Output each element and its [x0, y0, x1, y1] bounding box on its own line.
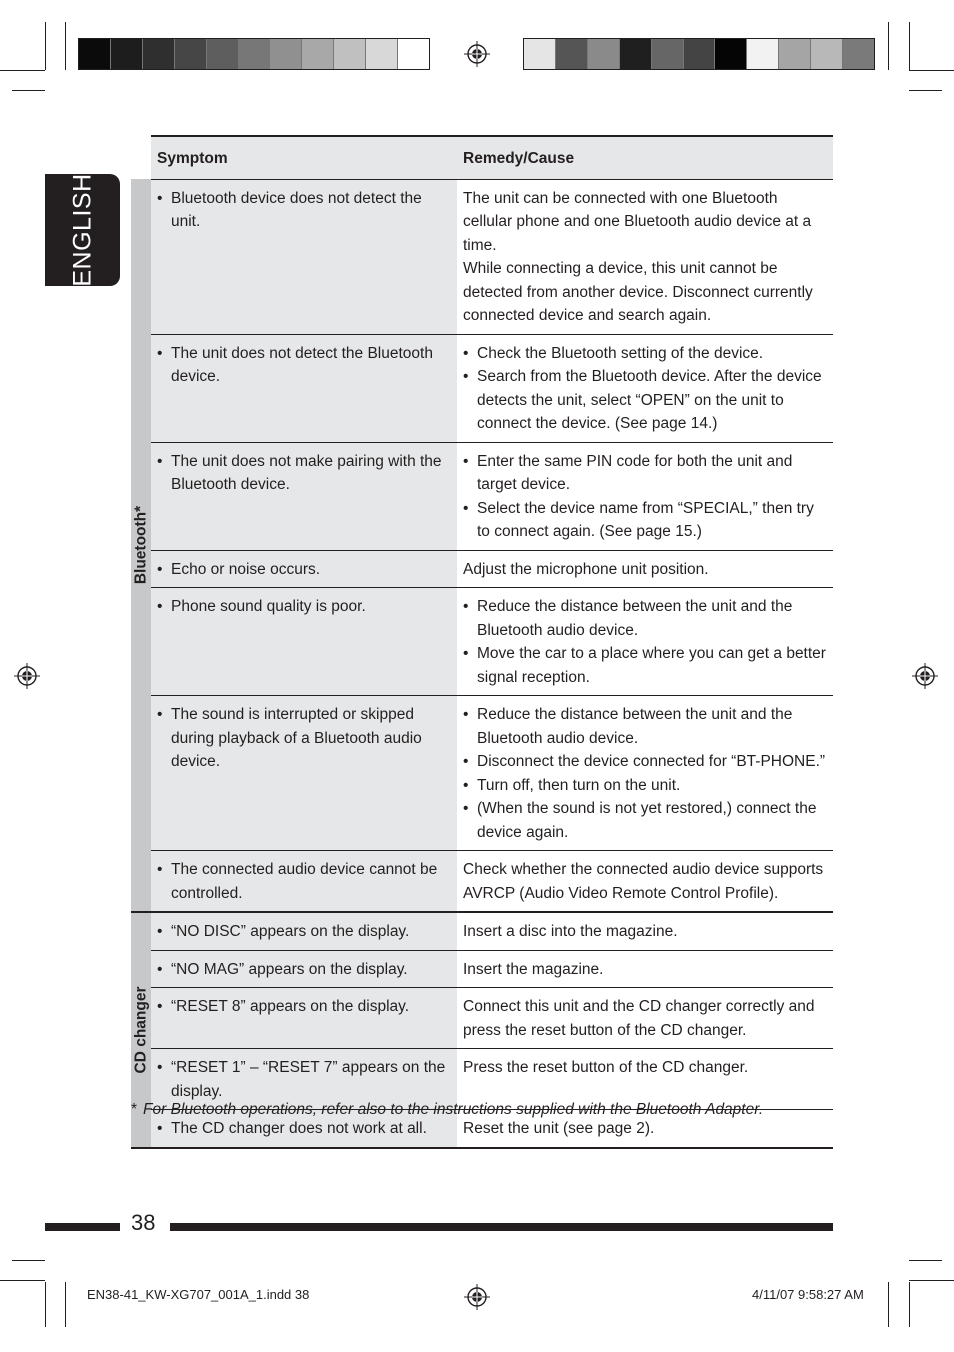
- crop-mark: [909, 1260, 942, 1261]
- symptom-cell: [151, 550, 457, 588]
- color-bar-right: [523, 38, 875, 70]
- remedy-bullet: • Disconnect the device connected for “BT-PHONE.”: [463, 750, 827, 774]
- remedy-cell: [457, 950, 833, 988]
- crop-mark: [0, 70, 45, 71]
- table-row: [131, 588, 833, 696]
- remedy-bullet: • Enter the same PIN code for both the unit and target device.: [463, 450, 827, 497]
- symptom-text: • “RESET 1” – “RESET 7” appears on the display.: [157, 1056, 451, 1103]
- symptom-cell: [151, 334, 457, 442]
- symptom-text: • The unit does not detect the Bluetooth device.: [157, 342, 451, 389]
- symptom-text: • The sound is interrupted or skipped during playback of a Bluetooth audio device.: [157, 703, 451, 774]
- footnote: [131, 1101, 763, 1119]
- color-bar-left: [78, 38, 430, 70]
- remedy-cell: [457, 851, 833, 913]
- registration-mark-icon: [14, 663, 40, 689]
- table-row: [131, 334, 833, 442]
- slug-file: EN38-41_KW-XG707_001A_1.indd 38: [87, 1287, 310, 1302]
- symptom-cell: [151, 179, 457, 334]
- symptom-header: Symptom: [151, 136, 457, 179]
- crop-mark: [65, 22, 66, 70]
- remedy-header: Remedy/Cause: [457, 136, 833, 179]
- remedy-text: Insert the magazine.: [463, 960, 604, 978]
- symptom-cell: [151, 912, 457, 950]
- crop-mark: [909, 90, 942, 91]
- remedy-cell: [457, 588, 833, 696]
- category-label: CD changer: [132, 986, 150, 1074]
- crop-mark: [888, 22, 889, 70]
- symptom-text: • The CD changer does not work at all.: [157, 1117, 451, 1141]
- table-row: [131, 950, 833, 988]
- symptom-text: • “NO DISC” appears on the display.: [157, 920, 451, 944]
- remedy-bullet: • Reduce the distance between the unit and the Bluetooth audio device.: [463, 703, 827, 750]
- crop-mark: [12, 90, 45, 91]
- table-row: [131, 851, 833, 913]
- crop-mark: [909, 1280, 954, 1281]
- registration-mark-icon: [464, 41, 490, 67]
- symptom-text: • Phone sound quality is poor.: [157, 595, 451, 619]
- remedy-text: Connect this unit and the CD changer correctly and press the reset button of the CD changer.: [463, 998, 815, 1039]
- category-cell: [131, 179, 151, 912]
- remedy-text: Check whether the connected audio device supports AVRCP (Audio Video Remote Control Profile).: [463, 861, 824, 902]
- page-number: 38: [131, 1210, 156, 1235]
- remedy-cell: [457, 696, 833, 851]
- registration-mark-icon: [912, 663, 938, 689]
- footnote-text: For Bluetooth operations, refer also to the instructions supplied with the Bluetooth Adapter.: [143, 1101, 764, 1118]
- page-bar-right: [170, 1223, 833, 1231]
- table-row: [131, 696, 833, 851]
- remedy-text: While connecting a device, this unit cannot be detected from another device. Disconnect currently connected device and search again.: [463, 260, 813, 324]
- table-row: [131, 912, 833, 950]
- crop-mark: [45, 22, 46, 70]
- crop-mark: [909, 22, 910, 70]
- symptom-text: • The connected audio device cannot be controlled.: [157, 858, 451, 905]
- language-tab-label: ENGLISH: [68, 173, 96, 287]
- crop-mark: [909, 1282, 910, 1327]
- symptom-text: • Bluetooth device does not detect the unit.: [157, 187, 451, 234]
- crop-mark: [45, 1282, 46, 1327]
- remedy-text: The unit can be connected with one Bluetooth cellular phone and one Bluetooth audio device at a time.: [463, 189, 812, 254]
- remedy-text: Press the reset button of the CD changer.: [463, 1059, 749, 1076]
- remedy-text: Reset the unit (see page 2).: [463, 1120, 655, 1137]
- remedy-cell: [457, 550, 833, 588]
- remedy-bullet: • Move the car to a place where you can get a better signal reception.: [463, 642, 827, 689]
- table-row: [131, 550, 833, 588]
- remedy-cell: [457, 912, 833, 950]
- registration-mark-icon: [464, 1284, 490, 1310]
- category-label: Bluetooth*: [132, 505, 150, 585]
- table-row: [131, 179, 833, 334]
- remedy-text: Insert a disc into the magazine.: [463, 923, 678, 940]
- remedy-cell: [457, 442, 833, 550]
- remedy-bullet: • (When the sound is not yet restored,) connect the device again.: [463, 797, 827, 844]
- symptom-cell: [151, 442, 457, 550]
- footnote-mark: *: [131, 1101, 138, 1118]
- crop-mark: [0, 1280, 45, 1281]
- remedy-bullet: • Reduce the distance between the unit and the Bluetooth audio device.: [463, 595, 827, 642]
- slug-datetime: 4/11/07 9:58:27 AM: [752, 1287, 864, 1302]
- remedy-bullet: • Select the device name from “SPECIAL,” then try to connect again. (See page 15.): [463, 497, 827, 544]
- symptom-cell: [151, 696, 457, 851]
- page-bar-left: [45, 1223, 120, 1231]
- remedy-bullet: • Search from the Bluetooth device. After the device detects the unit, select “OPEN” on the unit to connect the device. (See page 14.): [463, 365, 827, 436]
- symptom-text: • “NO MAG” appears on the display.: [157, 958, 451, 982]
- symptom-text: • “RESET 8” appears on the display.: [157, 995, 451, 1019]
- crop-mark: [12, 1260, 45, 1261]
- symptom-cell: [151, 988, 457, 1049]
- symptom-text: • The unit does not make pairing with the Bluetooth device.: [157, 450, 451, 497]
- table-row: [131, 988, 833, 1049]
- symptom-text: • Echo or noise occurs.: [157, 558, 451, 582]
- crop-mark: [65, 1282, 66, 1327]
- remedy-cell: [457, 988, 833, 1049]
- symptom-cell: [151, 950, 457, 988]
- language-tab: [45, 174, 120, 286]
- remedy-cell: [457, 179, 833, 334]
- symptom-cell: [151, 588, 457, 696]
- remedy-bullet: • Turn off, then turn on the unit.: [463, 774, 827, 798]
- remedy-text: Adjust the microphone unit position.: [463, 560, 709, 578]
- remedy-bullet: • Check the Bluetooth setting of the device.: [463, 342, 827, 366]
- symptom-cell: [151, 851, 457, 913]
- troubleshooting-table: [131, 135, 833, 1149]
- crop-mark: [888, 1282, 889, 1327]
- remedy-cell: [457, 334, 833, 442]
- crop-mark: [909, 70, 954, 71]
- category-header: [131, 136, 151, 179]
- table-row: [131, 442, 833, 550]
